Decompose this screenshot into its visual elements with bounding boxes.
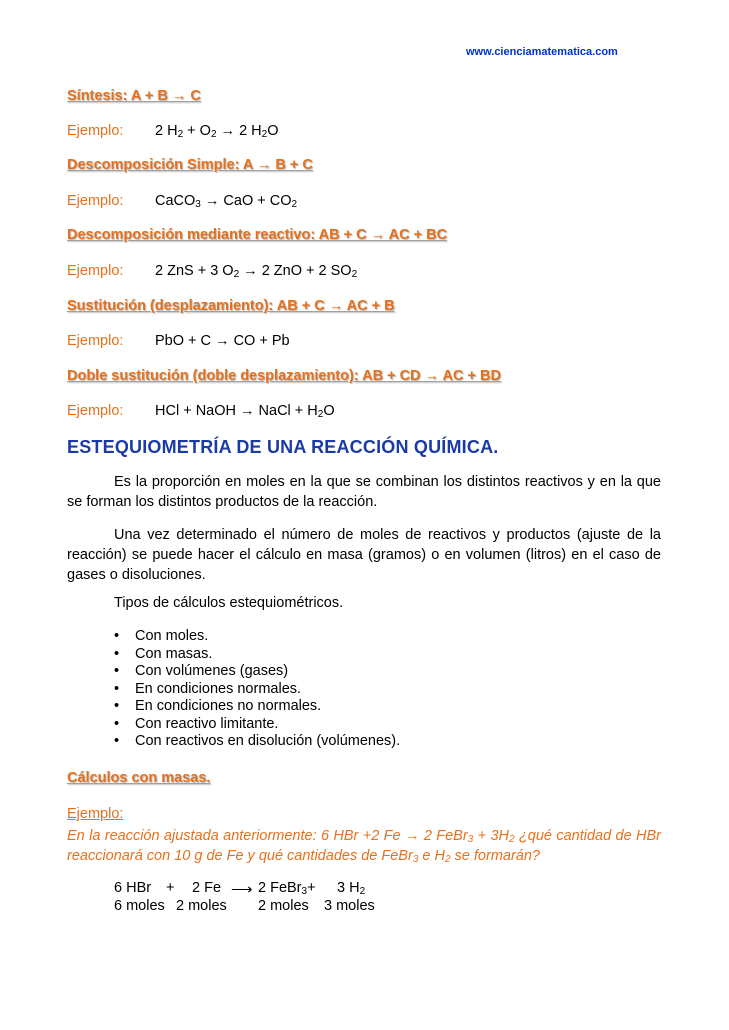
heading-sintesis: Síntesis: A + B → C — [67, 88, 201, 104]
list-item: • En condiciones normales. — [114, 680, 302, 697]
tipos-title: Tipos de cálculos estequiométricos. — [114, 595, 344, 611]
example-label: Ejemplo: — [67, 403, 124, 419]
bullet-icon: • — [114, 733, 120, 749]
bullet-icon: • — [114, 628, 120, 644]
example-label: Ejemplo: — [67, 123, 124, 139]
bullet-icon: • — [114, 680, 120, 697]
heading-calculos-masas: Cálculos con masas. — [67, 770, 211, 786]
bullet-icon: • — [114, 715, 120, 732]
bullet-icon: • — [114, 645, 120, 662]
tipos-list — [114, 628, 400, 751]
arrow-icon: ⟶ — [231, 881, 253, 898]
site-url[interactable]: www.cienciamatematica.com — [466, 46, 618, 58]
list-item: • En condiciones no normales. — [114, 698, 322, 714]
paragraph-proporcion: Es la proporción en moles en la que se combinan los distintos reactivos y en la que se forman los distintos productos de la reacción. — [67, 474, 661, 510]
heading-sustitucion: Sustitución (desplazamiento): AB + C → AC + B — [67, 298, 395, 314]
list-item: • Con moles. — [114, 628, 209, 644]
heading-doble-sustitucion: Doble sustitución (doble desplazamiento): AB + CD → AC + BD — [67, 368, 501, 384]
heading-descomposicion-simple: Descomposición Simple: A → B + C — [67, 157, 313, 173]
example-label: Ejemplo: — [67, 333, 124, 349]
list-item: • Con masas. — [114, 645, 213, 662]
example-equation: HCl + NaOH → NaCl + $H_2O$ — [155, 403, 335, 420]
example-label: Ejemplo: — [67, 263, 124, 279]
list-item: • Con reactivo limitante. — [114, 715, 279, 732]
section-title: ESTEQUIOMETRÍA DE UNA REACCIÓN QUÍMICA. — [67, 437, 499, 457]
example-equation: 2 $H_2 + O_2 \to 2$ $H_2O$ — [155, 123, 279, 140]
paragraph-calculo: Una vez determinado el número de moles de reactivos y productos (ajuste de la reacción) se puede hacer el cálculo en masa (gramos) o en volumen (litros) en el caso de gases o disoluciones. — [67, 527, 661, 583]
bullet-icon: • — [114, 698, 120, 714]
heading-descomposicion-reactivo: Descomposición mediante reactivo: AB + C → AC + BC — [67, 227, 448, 243]
example-label: Ejemplo: — [67, 806, 124, 822]
list-item: • Con reactivos en disolución (volúmenes). — [114, 733, 401, 749]
example-question: En la reacción ajustada anteriormente: 6 HBr +2 Fe → 2 FeBr$_3$ + $3H_2$ ¿qué cantidad de HBr reaccionará con 10 g de Fe y qué cantidades de FeBr$_3$ e $H_2$ se formarán? — [67, 828, 661, 865]
example-label: Ejemplo: — [67, 193, 124, 209]
bullet-icon: • — [114, 663, 120, 679]
example-equation: PbO + C → CO + Pb — [155, 333, 290, 349]
list-item: • Con volúmenes (gases) — [114, 663, 289, 679]
example-equation: 2 ZnS + 3 $O_2 \to 2$ ZnO + 2 $SO_2$ — [155, 263, 358, 280]
example-equation: CaCO$_3$ → CaO + $CO_2$ — [155, 193, 298, 210]
